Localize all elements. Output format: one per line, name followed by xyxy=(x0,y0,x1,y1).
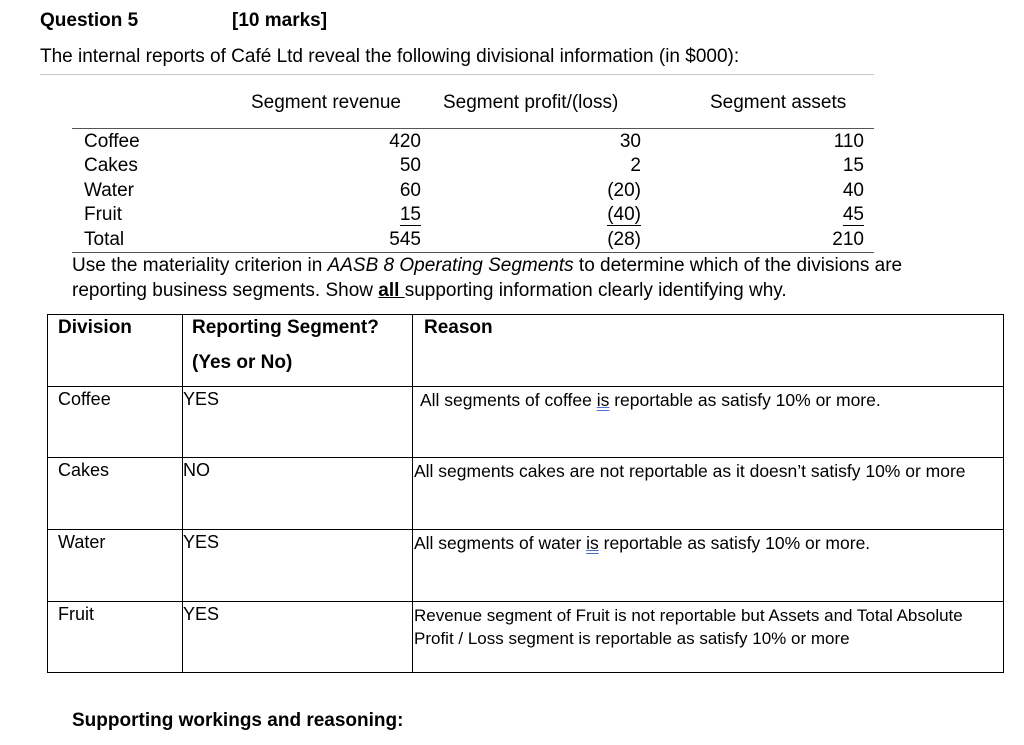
reason-text-underlined: is xyxy=(586,533,599,553)
answer-cell: YES xyxy=(183,532,220,552)
reason-text-underlined: is xyxy=(596,390,610,410)
cell-assets xyxy=(784,203,864,227)
grid-line xyxy=(47,386,1004,387)
col-header-assets: Segment assets xyxy=(710,92,847,113)
total-assets: 210 xyxy=(832,229,864,250)
cell-profit: 30 xyxy=(619,131,641,152)
instruction-line-2 xyxy=(72,278,787,303)
intro-divider xyxy=(40,74,874,75)
division-cell: Water xyxy=(58,532,106,552)
reason-text: Revenue segment of Fruit is not reportable but Assets and Total Absolute Profit / Loss segment is reportable as satisfy 10% or more xyxy=(414,606,963,648)
cell-revenue-value: 15 xyxy=(399,204,421,225)
grid-line xyxy=(47,314,48,673)
reason-cell xyxy=(414,604,1002,650)
division-cell: Coffee xyxy=(58,389,111,409)
answer-cell: YES xyxy=(183,389,220,409)
cell-assets: 40 xyxy=(842,180,864,201)
cell-profit-value: (40) xyxy=(607,204,641,225)
col-header-profit: Segment profit/(loss) xyxy=(443,92,619,113)
reason-cell xyxy=(420,389,1000,412)
cell-profit: 2 xyxy=(630,155,641,176)
cell-revenue: 50 xyxy=(399,155,421,176)
reason-text: All segments cakes are not reportable as it doesn’t satisfy 10% or more xyxy=(414,461,966,481)
grid-line xyxy=(47,672,1004,673)
cell-profit: (20) xyxy=(607,180,641,201)
reason-cell xyxy=(414,460,1000,483)
row-name: Water xyxy=(84,180,134,201)
cell-assets-value: 45 xyxy=(842,204,864,225)
cell-revenue xyxy=(341,203,421,227)
answer-cell: YES xyxy=(183,604,220,624)
reason-cell xyxy=(414,532,1000,555)
question-label: Question 5 xyxy=(40,10,139,31)
cell-assets: 15 xyxy=(842,155,864,176)
instruction-emphasis: all xyxy=(378,280,405,301)
total-profit: (28) xyxy=(607,229,641,250)
grid-line xyxy=(412,314,413,673)
cell-revenue: 420 xyxy=(389,131,421,152)
row-name: Cakes xyxy=(84,155,138,176)
division-cell: Fruit xyxy=(58,604,94,624)
reason-text: All segments of water xyxy=(414,533,587,553)
grid-line xyxy=(1003,314,1004,673)
reason-text: All segments of coffee xyxy=(420,390,597,410)
division-cell: Cakes xyxy=(58,460,110,480)
header-reporting: Reporting Segment? xyxy=(192,317,379,338)
answer-cell: NO xyxy=(183,460,210,480)
col-header-revenue: Segment revenue xyxy=(251,92,401,113)
grid-line xyxy=(47,457,1004,458)
instruction-pre: Use the materiality criterion in xyxy=(72,255,328,276)
header-division: Division xyxy=(58,317,132,338)
instruction-standard: AASB 8 Operating Segments xyxy=(327,255,574,276)
row-name: Coffee xyxy=(84,131,140,152)
instruction-line-1 xyxy=(72,253,902,278)
header-rule xyxy=(72,128,874,129)
instruction-mid: to determine which of the divisions are xyxy=(573,255,903,276)
supporting-workings-heading: Supporting workings and reasoning: xyxy=(72,710,404,731)
intro-text: The internal reports of Café Ltd reveal the following divisional information (in $000): xyxy=(40,46,740,67)
reason-text-end: reportable as satisfy 10% or more. xyxy=(609,390,881,410)
cell-assets: 110 xyxy=(833,131,864,152)
cell-profit xyxy=(561,203,641,227)
instruction-line2-pre: reporting business segments. Show xyxy=(72,280,379,301)
total-name: Total xyxy=(84,229,125,250)
grid-line xyxy=(47,529,1004,530)
total-revenue: 545 xyxy=(389,229,421,250)
header-reporting-sub: (Yes or No) xyxy=(192,352,293,373)
grid-line xyxy=(47,314,1004,315)
cell-revenue: 60 xyxy=(399,180,421,201)
header-reason: Reason xyxy=(424,317,493,338)
grid-line xyxy=(47,601,1004,602)
reason-text-end: reportable as satisfy 10% or more. xyxy=(598,533,871,553)
instruction-line2-post: supporting information clearly identifying why. xyxy=(404,280,787,301)
question-marks: [10 marks] xyxy=(232,10,328,31)
row-name: Fruit xyxy=(84,204,122,225)
